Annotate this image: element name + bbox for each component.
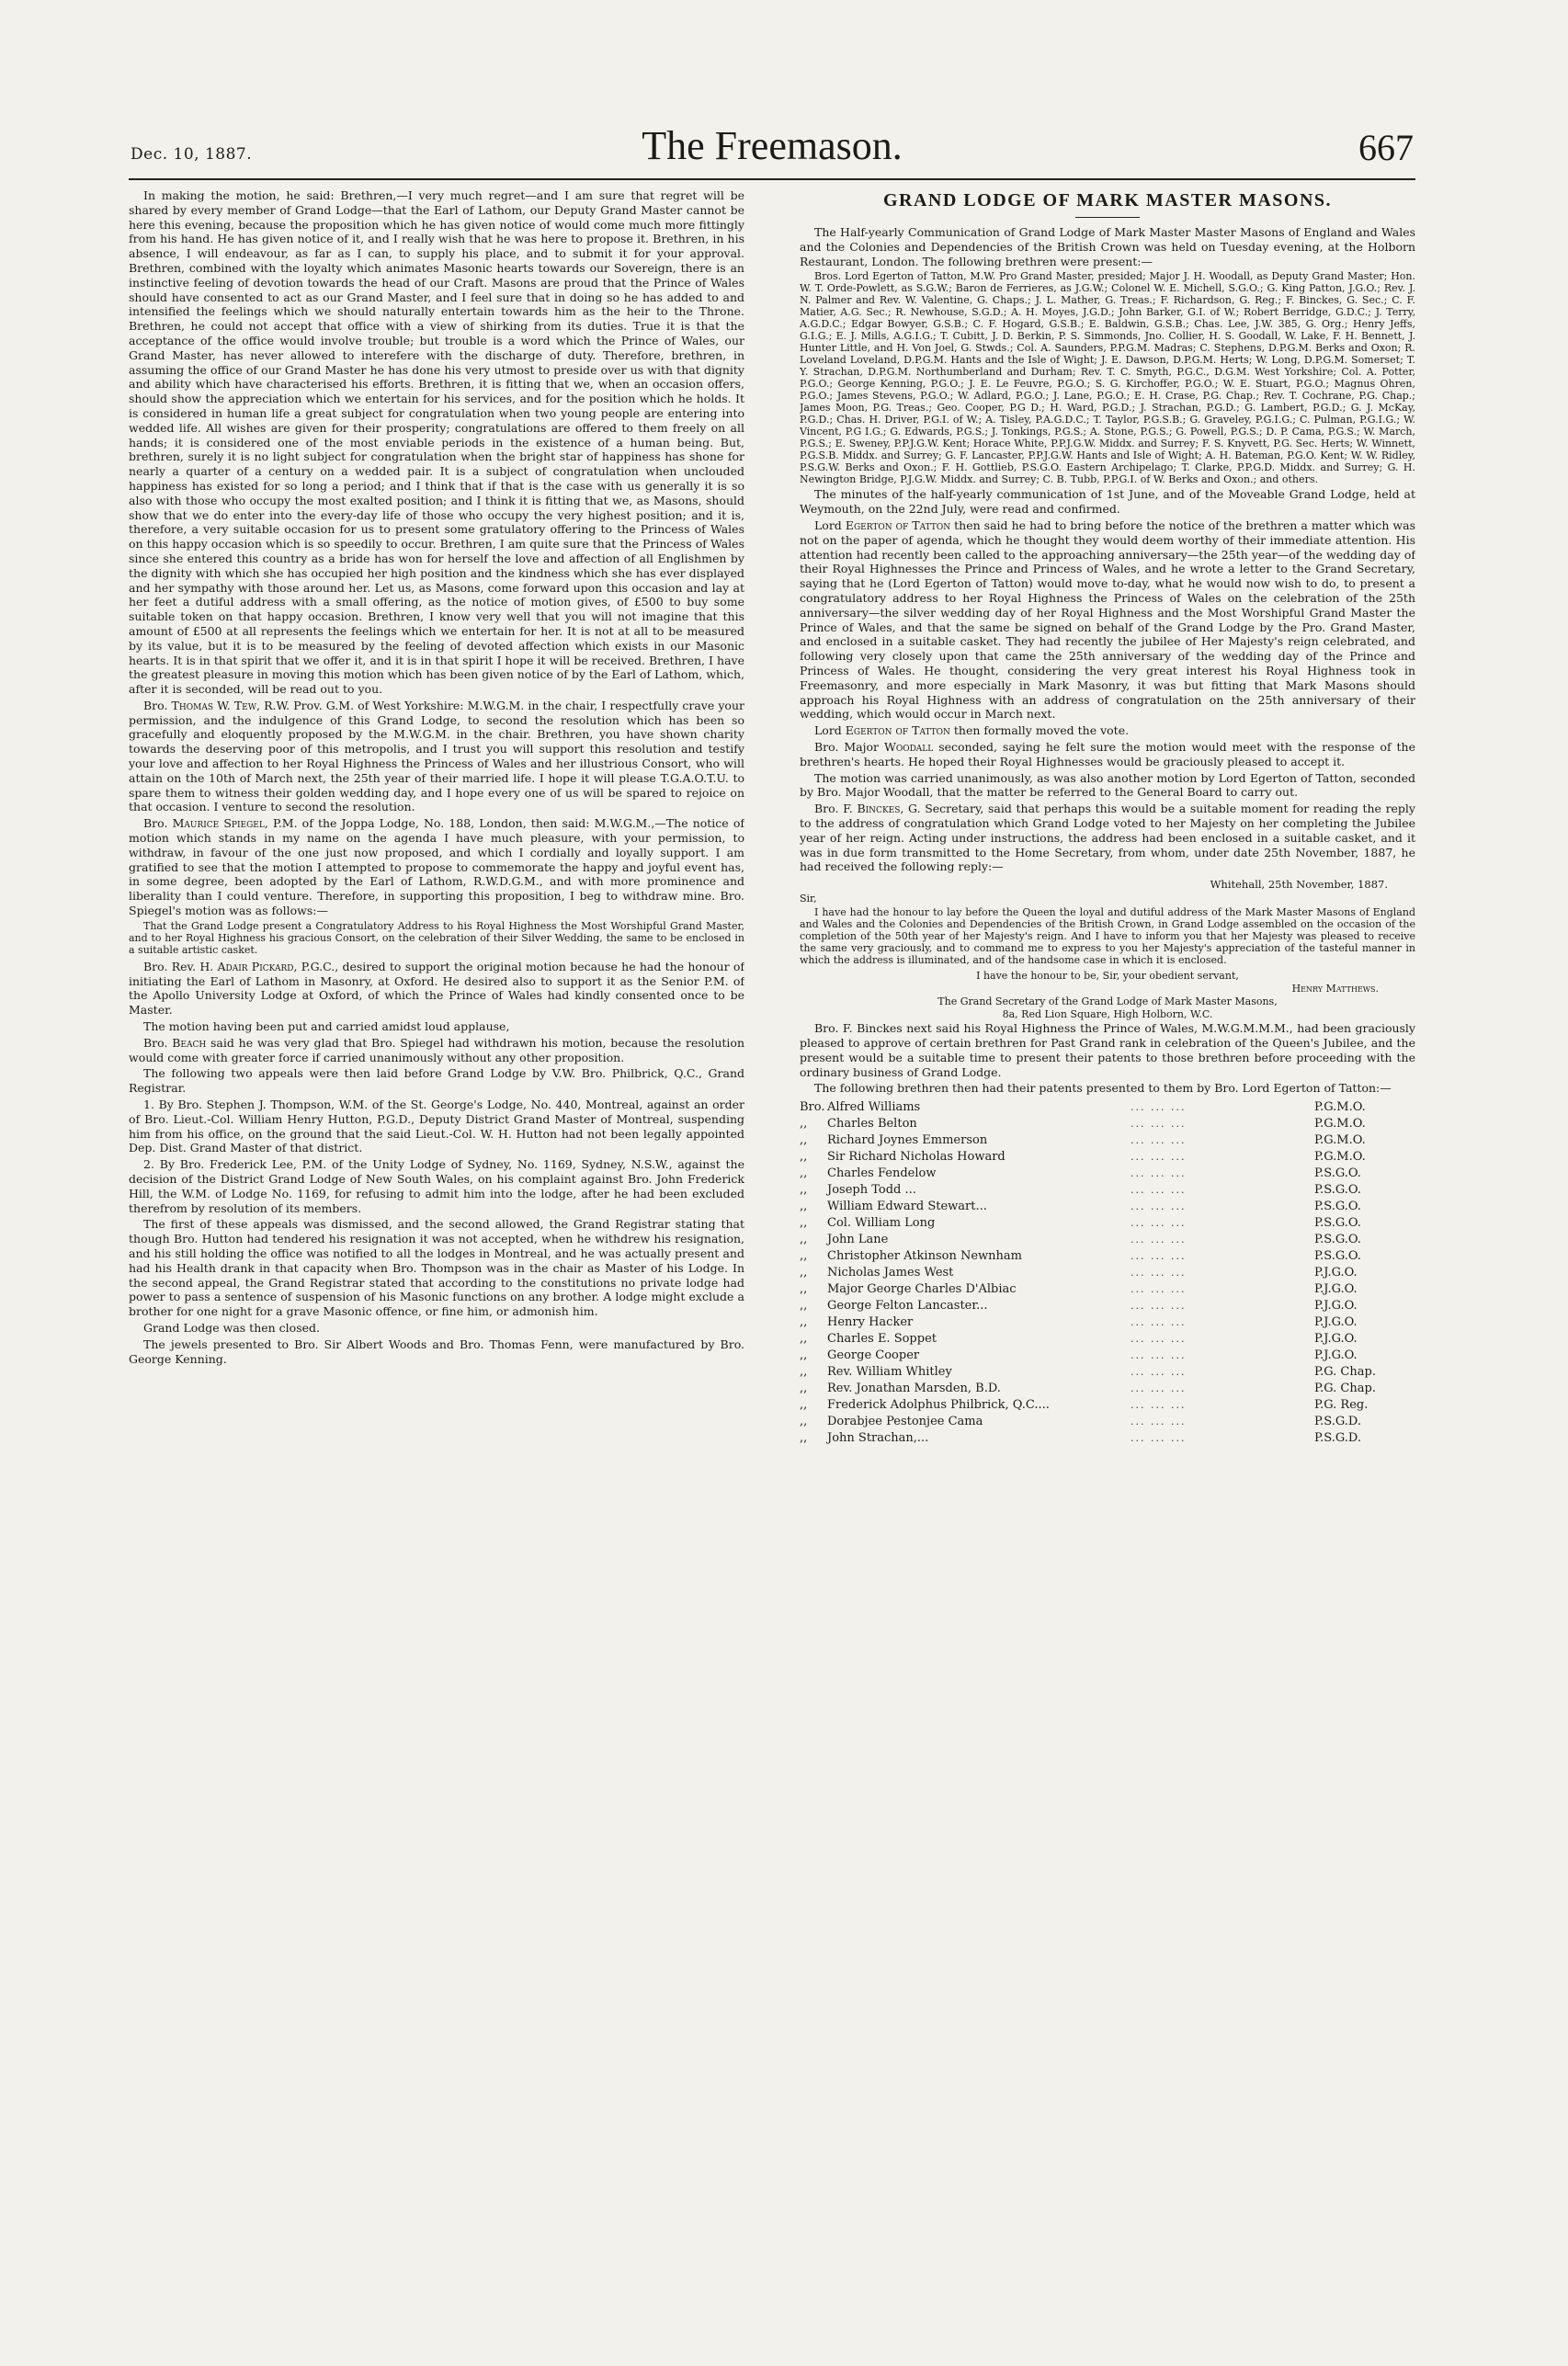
patent-row [800,1430,1415,1447]
leader-dots: ... ... ... [1131,1300,1187,1313]
patent-row [800,1099,1415,1116]
patent-prefix: ,, [800,1150,808,1165]
patent-name: Alfred Williams [827,1100,921,1115]
patent-rank: P.G. Chap. [1314,1365,1376,1380]
speaker-name: Woodall [883,739,934,754]
patents-table [800,1099,1415,1447]
letter-body: I have had the honour to lay before the Queen the loyal and dutiful address of the Mark Master Masons of England and Wales and the Colonies and Dependencies of the British Crown, in Grand Lodge assembled on the occasion of the completion of the 50th year of her Majesty's reign. And I have to inform you that her Majesty was pleased to receive the same very graciously, and to command me to express to you her Majesty's appreciation of the tasteful manner in which the address is illuminated, and of the handsome case in which it is enclosed. [800,906,1415,967]
article-heading: GRAND LODGE OF MARK MASTER MASONS. [882,190,1333,210]
leader-dots: ... ... ... [1131,1316,1187,1329]
jewels-note: The jewels presented to Bro. Sir Albert Woods and Bro. Thomas Fenn, were manufactured by Bro. George Kenning. [129,1337,744,1366]
patent-rank: P.J.G.O. [1314,1348,1358,1363]
patent-prefix: ,, [800,1365,808,1380]
leader-dots: ... ... ... [1131,1134,1187,1147]
patents-intro: Bro. F. Binckes next said his Royal Highness the Prince of Wales, M.W.G.M.M.M., had been graciously pleased to approve of certain brethren for Past Grand rank in celebration of the Queen's Jubilee, and the present would be a suitable time to present their patents to those brethren before proceeding with the ordinary business of Grand Lodge. [800,1021,1415,1079]
patent-row [800,1281,1415,1298]
patent-prefix: ,, [800,1117,808,1132]
patent-prefix: ,, [800,1348,808,1363]
patent-rank: P.G. Reg. [1314,1398,1369,1413]
patent-name: Joseph Todd ... [827,1183,916,1198]
leader-dots: ... ... ... [1131,1283,1187,1296]
minutes-paragraph: The minutes of the half-yearly communication of 1st June, and of the Moveable Grand Lodge, held at Weymouth, on the 22nd July, were read and confirmed. [800,487,1415,517]
patent-name: Richard Joynes Emmerson [827,1133,988,1148]
patent-name: Charles Belton [827,1117,917,1132]
page-number: 667 [1358,127,1414,168]
patent-row [800,1265,1415,1281]
patent-prefix: ,, [800,1415,808,1429]
patent-name: William Edward Stewart... [827,1200,987,1214]
patent-prefix: Bro. [800,1100,825,1115]
patent-prefix: ,, [800,1166,808,1181]
leader-dots: ... ... ... [1131,1333,1187,1346]
leader-dots: ... ... ... [1131,1217,1187,1230]
patent-row [800,1232,1415,1248]
patent-row [800,1397,1415,1414]
leader-dots: ... ... ... [1131,1432,1187,1445]
patent-row [800,1298,1415,1314]
patent-name: Christopher Atkinson Newnham [827,1249,1022,1264]
patent-rank: P.S.G.O. [1314,1233,1361,1247]
patent-prefix: ,, [800,1183,808,1198]
leader-dots: ... ... ... [1131,1184,1187,1197]
speaker-name: Egerton of Tatton [845,518,951,532]
patent-name: George Felton Lancaster... [827,1299,988,1314]
patent-name: Rev. Jonathan Marsden, B.D. [827,1382,1001,1396]
patent-row [800,1381,1415,1397]
leader-dots: ... ... ... [1131,1200,1187,1213]
beach-paragraph: Bro. Beach said he was very glad that Bro. Spiegel had withdrawn his motion, because the resolution would come with greater force if carried unanimously without any other proposition. [129,1035,744,1064]
patent-rank: P.J.G.O. [1314,1266,1358,1280]
patent-name: Nicholas James West [827,1266,954,1280]
letter-address-line: 8a, Red Lion Square, High Holborn, W.C. [1002,1008,1213,1021]
leader-dots: ... ... ... [1131,1234,1187,1246]
patent-name: George Cooper [827,1348,920,1363]
patent-name: Dorabjee Pestonjee Cama [827,1415,983,1429]
woodall-paragraph: Bro. Major Woodall seconded, saying he felt sure the motion would meet with the response of the brethren's hearts. He hoped their Royal Highnesses would be graciously pleased to accept it. [800,739,1415,768]
patent-prefix: ,, [800,1216,808,1231]
letter-address-line: The Grand Secretary of the Grand Lodge of Mark Master Masons, [937,995,1278,1008]
patent-row [800,1166,1415,1182]
patent-name: Frederick Adolphus Philbrick, Q.C.... [827,1398,1050,1413]
patent-prefix: ,, [800,1249,808,1264]
paragraph-text: R.W. Prov. G.M. of West Yorkshire: M.W.G.M. in the chair, I respectfully crave your permission, and the indulgence of this Grand Lodge, to second the resolution which has been so gracefully and eloquently proposed by the M.W.G.M. in the chair. Brethren, you have shown charity towards the deserving poor of this metropolis, and I trust you will support this resolution and testify your love and affection to her Royal Highness the Princess of Wales and her illustrious Consort, who will attain on the 10th of March next, the 25th year of their married life. I hope it will please T.G.A.O.T.U. to spare them to witness their golden wedding day, and I hope every one of us will be spared to rejoice on that occasion. I venture to second the resolution. [129,698,744,814]
paragraph-text: seconded, saying he felt sure the motion would meet with the response of the brethren's hearts. He hoped their Royal Highnesses would be graciously pleased to accept it. [800,739,1415,768]
leader-dots: ... ... ... [1131,1349,1187,1362]
patent-prefix: ,, [800,1200,808,1214]
patent-rank: P.S.G.D. [1314,1415,1361,1429]
patent-name: Rev. William Whitley [827,1365,952,1380]
letter-close: I have the honour to be, Sir, your obedient servant, [976,970,1239,983]
paragraph-text: said he was very glad that Bro. Spiegel had withdrawn his motion, because the resolution would come with greater force if carried unanimously without any other proposition. [129,1035,744,1064]
leader-dots: ... ... ... [1131,1267,1187,1280]
patent-rank: P.S.G.O. [1314,1183,1361,1198]
patent-row [800,1364,1415,1381]
patent-row [800,1199,1415,1215]
patent-name: Major George Charles D'Albiac [827,1282,1017,1297]
paragraph-text: P.G.C., desired to support the original motion because he had the honour of initiating the Earl of Lathom in Masonry, at Oxford. He desired also to support it as the Senior P.M. of the Apollo University Lodge at Oxford, of which the Prince of Wales had kindly consented once to be Master. [129,959,744,1018]
egerton-moved: Lord Egerton of Tatton then formally moved the vote. [814,723,1130,738]
appeal-one: 1. By Bro. Stephen J. Thompson, W.M. of the St. George's Lodge, No. 440, Montreal, against an order of Bro. Lieut.-Col. William Henry Hutton, P.G.D., Deputy District Grand Master of Montreal, suspending him from his office, on the ground that the said Lieut.-Col. W. H. Hutton had not been legally appointed Dep. Dist. Grand Master of that district. [129,1098,744,1155]
patent-row [800,1331,1415,1348]
patent-rank: P.J.G.O. [1314,1332,1358,1347]
patent-name: Col. William Long [827,1216,936,1231]
speaker-name: Thomas W. Tew, [171,698,260,712]
patent-rank: P.G.M.O. [1314,1100,1366,1115]
leader-dots: ... ... ... [1131,1250,1187,1263]
patent-name: Charles Fendelow [827,1166,937,1181]
masthead [129,119,1415,175]
appeals-outcome: The first of these appeals was dismissed, and the second allowed, the Grand Registrar stating that though Bro. Hutton had tendered his resignation it was not accepted, when he withdrew his resignation, and his still holding the office was notified to all the lodges in Montreal, and he was actually present and had his Health drank in that capacity when Bro. Thompson was in the chair as Master of his Lodge. In the second appeal, the Grand Registrar stated that according to the constitutions no private lodge had power to pass a sentence of suspension of his Masonic functions on any brother. A lodge might exclude a brother for one night for a grave Masonic offence, or fine him, or admonish him. [129,1217,744,1319]
left-column [129,188,744,2247]
patent-rank: P.S.G.D. [1314,1431,1361,1446]
paragraph-text: then said he had to bring before the notice of the brethren a matter which was not on the paper of agenda, which he thought they would deem worthy of their immediate attention. His attention had recently been called to the approaching anniversary—the 25th year—of the wedding day of their Royal Highnesses the Prince and Princess of Wales, and he wrote a letter to the Grand Secretary, saying that he (Lord Egerton of Tatton) would move to-day, what he would now wish to do, to present a congratulatory address to her Royal Highness the Princess of Wales on the celebration of the 25th anniversary—the silver wedding day of her Royal Highness and the Most Worshipful Grand Master the Prince of Wales, and that the same be signed on behalf of the Grand Lodge by the Pro. Grand Master, and enclosed in a suitable casket. They had recently the jubilee of Her Majesty's reign celebrated, and following very closely upon that came the 25th anniversary of the wedding day of the Prince and Princess of Wales. He thought, considering the very great interest his Royal Highness took in Freemasonry, and more especially in Mark Masonry, it was but fitting that Mark Masons should approach his Royal Highness with an address of congratulation on the 25th anniversary of their wedding, which would occur in March next. [800,518,1415,722]
patent-prefix: ,, [800,1382,808,1396]
speech-paragraph: In making the motion, he said: Brethren,—I very much regret—and I am sure that regret will be shared by every member of Grand Lodge—that the Earl of Lathom, our Deputy Grand Master cannot be here this evening, because the proposition which he has given notice of would come much more fittingly from his hand. He has given notice of it, and I really wish that he was here to propose it. Brethren, in his absence, I will endeavour, as far as I can, to supply his place, and to submit it for your approval. Brethren, combined with the loyalty which animates Masonic hearts towards our Sovereign, there is an instinctive feeling of devotion towards the head of our Craft. Masons are proud that the Prince of Wales should have consented to act as our Grand Master, and I feel sure that in doing so he has added to and intensified the feelings which we should naturally entertain towards him as the heir to the Throne. Brethren, he could not accept that office with a view of shirking from its duties. True it is that the acceptance of the office would involve trouble; but trouble is a word which the Prince of Wales, our Grand Master, has never allowed to interefere with the discharge of duty. Therefore, brethren, in assuming the office of our Grand Master he has done his very utmost to preside over us with that dignity and ability which have characterised his efforts. Brethren, it is fitting that we, when an occasion offers, should show the appreciation which we entertain for his services, and for the position which he holds. It is considered in human life a great subject for congratulation when two young people are entering into wedded life. All wishes are given for their prosperity; congratulations are offered to them freely on all hands; it is considered one of the most enviable periods in the existence of a human being. But, brethren, surely it is no light subject for congratulation when the bright star of happiness has shone for nearly a quarter of a century on a wedded pair. It is a subject of congratulation when unclouded happiness has existed for so long a period; and I think that if that is the case with us generally it is so also with those who occupy the most exalted position; and I think it is fitting that we, as Masons, should show that we do enter into the every-day life of those who occupy the very highest position; and it is, therefore, a very suitable occasion for us to present some gratulatory offering to the Princess of Wales on this happy occasion which is so speedily to occur. Brethren, I am quite sure that the Princess of Wales since she entered this country as a bride has won for herself the love and affection of all Englishmen by the dignity with which she has occupied her high position and the kindness which she has ever displayed and her sympathy with those around her. Let us, as Masons, come forward upon this occasion and lay at her feet a dutiful address with a small offering, as the notice of motion gives, of £500 to buy some suitable token on that happy occasion. Brethren, I know very well that you will not imagine that this amount of £500 at all represents the feelings which we entertain for her. It is not at all to be measured by its value, but it is to be measured by the feeling of devoted affection which exists in our Masonic hearts. It is in that spirit that we offer it, and it is in that spirit I hope it will be received. Brethren, I have the greatest pleasure in moving this motion which has been given notice of by the Earl of Lathom, which, after it is seconded, will be read out to you. [129,188,744,697]
leader-dots: ... ... ... [1131,1416,1187,1428]
patents-lead: The following brethren then had their patents presented to them by Bro. Lord Egerton of Tatton:— [814,1081,1392,1096]
motion-quote: That the Grand Lodge present a Congratulatory Address to his Royal Highness the Most Worshipful Grand Master, and to her Royal Highness his gracious Consort, on the celebration of their Silver Wedding, the same to be enclosed in a suitable artistic casket. [129,919,744,956]
patent-rank: P.G.M.O. [1314,1117,1366,1132]
letter-place-date: Whitehall, 25th November, 1887. [1210,878,1388,892]
motion-unanimous: The motion was carried unanimously, as was also another motion by Lord Egerton of Tatton, seconded by Bro. Major Woodall, that the matter be referred to the General Board to carry out. [800,770,1415,800]
leader-dots: ... ... ... [1131,1366,1187,1379]
patent-row [800,1248,1415,1265]
egerton-paragraph: Lord Egerton of Tatton then said he had to bring before the notice of the brethren a matter which was not on the paper of agenda, which he thought they would deem worthy of their immediate attention. His attention had recently been called to the approaching anniversary—the 25th year—of the wedding day of their Royal Highnesses the Prince and Princess of Wales, and he wrote a letter to the Grand Secretary, saying that he (Lord Egerton of Tatton) would move to-day, what he would now wish to do, to present a congratulatory address to her Royal Highness the Princess of Wales on the celebration of the 25th anniversary—the silver wedding day of her Royal Highness and the Most Worshipful Grand Master the Prince of Wales, and that the same be signed on behalf of the Grand Lodge by the Pro. Grand Master, and enclosed in a suitable casket. They had recently the jubilee of Her Majesty's reign celebrated, and following very closely upon that came the 25th anniversary of the wedding day of the Prince and Princess of Wales. He thought, considering the very great interest his Royal Highness took in Freemasonry, and more especially in Mark Masonry, it was but fitting that Mark Masons should approach his Royal Highness with an address of congratulation on the 25th anniversary of their wedding, which would occur in March next. [800,518,1415,722]
patent-prefix: ,, [800,1133,808,1148]
patent-rank: P.S.G.O. [1314,1249,1361,1264]
patent-name: John Lane [827,1233,889,1247]
patent-prefix: ,, [800,1266,808,1280]
patent-rank: P.S.G.O. [1314,1200,1361,1214]
leader-dots: ... ... ... [1131,1399,1187,1412]
speaker-name: Egerton of Tatton [845,723,950,738]
patent-row [800,1132,1415,1149]
paragraph-text: then formally moved the vote. [953,723,1130,738]
patent-prefix: ,, [800,1282,808,1297]
leader-dots: ... ... ... [1131,1151,1187,1164]
right-column [800,188,1415,2247]
patent-name: Charles E. Soppet [827,1332,937,1347]
patent-row [800,1215,1415,1232]
patent-row [800,1182,1415,1199]
patent-rank: P.G. Chap. [1314,1382,1376,1396]
appeal-two: 2. By Bro. Frederick Lee, P.M. of the Unity Lodge of Sydney, No. 1169, Sydney, N.S.W., against the decision of the District Grand Lodge of New South Wales, on his complaint against Bro. John Frederick Hill, the W.M. of Lodge No. 1169, for refusing to admit him into the lodge, after he had been excluded therefrom by resolution of its members. [129,1157,744,1215]
leader-dots: ... ... ... [1131,1167,1187,1180]
patent-prefix: ,, [800,1398,808,1413]
speaker-name: Beach [172,1035,207,1050]
attendees-list: Bros. Lord Egerton of Tatton, M.W. Pro Grand Master, presided; Major J. H. Woodall, as Deputy Grand Master; Hon. W. T. Orde-Powlett, as S.G.W.; Baron de Ferrieres, as J.G.W.; Colonel W. E. Michell, S.G.O.; G. King Patton, J.G.O.; Rev. J. N. Palmer and Rev. W. Valentine, G. Chaps.; J. L. Mather, G. Treas.; F. Richardson, G. Reg.; F. Binckes, G. Sec.; C. F. Matier, A.G. Sec.; R. Newhouse, S.G.D.; A. H. Moyes, J.G.D.; John Barker, G.I. of W.; Robert Berridge, G.D.C.; J. Terry, A.G.D.C.; Edgar Bowyer, G.S.B.; C. F. Hogard, G.S.B.; E. Baldwin, G.S.B.; Chas. Lee, J.W. 385, G. Org.; Henry Jeffs, G.I.G.; E. J. Mills, A.G.I.G.; T. Cubitt, J. D. Berkin, P. S. Simmonds, Jno. Collier, H. S. Goodall, W. Lake, F. H. Bennett, J. Hunter Little, and H. Von Joel, G. Stwds.; Col. A. Saunders, P.P.G.M. Madras; C. Stephens, D.P.G.M. Berks and Oxon; R. Loveland Loveland, D.P.G.M. Hants and the Isle of Wight; J. E. Dawson, D.P.G.M. Herts; W. Long, D.P.G.M. Somerset; T. Y. Strachan, D.P.G.M. Northumberland and Durham; Rev. T. C. Smyth, P.G.C., D.G.M. West Yorkshire; Col. A. Potter, P.G.O.; George Kenning, P.G.O.; J. E. Le Feuvre, P.G.O.; S. G. Kirchoffer, P.G.O.; W. E. Stuart, P.G.O.; Magnus Ohren, P.G.O.; James Stevens, P.G.O.; W. Adlard, P.G.O.; J. Lane, P.G.O.; E. H. Crase, P.G. Chap.; Rev. T. Cochrane, P.G. Chap.; James Moon, P.G. Treas.; Geo. Cooper, P.G D.; H. Ward, P.G.D.; J. Strachan, P.G.D.; G. Lambert, P.G.D.; G. J. McKay, P.G.D.; Chas. H. Driver, P.G.I. of W.; A. Tisley, P.A.G.D.C.; T. Taylor, P.G.S.B.; G. Graveley, P.G.I.G.; C. Pulman, P.G.I.G.; W. Vincent, P.G I.G.; G. Edwards, P.G.S.; J. Tonkings, P.G.S.; A. Stone, P.G.S.; G. Powell, P.G.S.; D. P. Cama, P.G.S.; W. March, P.G.S.; E. Sweney, P.P.J.G.W. Kent; Horace White, P.P.J.G.W. Middx. and Surrey; F. S. Knyvett, P.G. Sec. Herts; W. Winnett, P.G.S.B. Middx. and Surrey; G. F. Lancaster, P.P.J.G.W. Hants and Isle of Wight; A. H. Bateman, P.G.O. Kent; W. W. Ridley, P.S.G.W. Berks and Oxon.; F. H. Gottlieb, P.S.G.O. Eastern Archipelago; T. Clarke, P.P.G.D. Middx. and Surrey; G. H. Newington Bridge, P.J.G.W. Middx. and Surrey; C. B. Tubb, P.P.G.I. of W. Berks and Oxon.; and others. [800,270,1415,486]
patent-prefix: ,, [800,1299,808,1314]
communication-intro: The Half-yearly Communication of Grand Lodge of Mark Master Master Masons of England and Wales and the Colonies and Dependencies of the British Crown was held on Tuesday evening, at the Holborn Restaurant, London. The following brethren were present:— [800,225,1415,268]
patent-rank: P.S.G.O. [1314,1216,1361,1231]
patent-name: John Strachan,... [827,1431,929,1446]
lodge-closed: Grand Lodge was then closed. [143,1320,320,1335]
speaker-name: Maurice Spiegel, [172,816,268,831]
heading-rule [1075,217,1140,218]
patent-row [800,1314,1415,1331]
patent-row [800,1149,1415,1166]
leader-dots: ... ... ... [1131,1382,1187,1395]
spiegel-paragraph: Bro. Maurice Spiegel, P.M. of the Joppa Lodge, No. 188, London, then said: M.W.G.M.,—The notice of motion which stands in my name on the agenda I have much pleasure, with your permission, to withdraw, in favour of the one just now proposed, and which I cordially and loyally support. I am gratified to see that the motion I attempted to propose to commemorate the happy and joyful event has, in some degree, been adopted by the Earl of Lathom, R.W.D.G.M., and with more prominence and liberality than I could venture. Therefore, in supporting this proposition, I beg to withdraw mine. Bro. Spiegel's motion was as follows:— [129,816,744,918]
patent-row [800,1116,1415,1132]
leader-dots: ... ... ... [1131,1101,1187,1114]
patent-row [800,1414,1415,1430]
paragraph-text: P.M. of the Joppa Lodge, No. 188, London, then said: M.W.G.M.,—The notice of motion which stands in my name on the agenda I have much pleasure, with your permission, to withdraw, in favour of the one just now proposed, and which I cordially and loyally support. I am gratified to see that the motion I attempted to propose to commemorate the happy and joyful event has, in some degree, been adopted by the Earl of Lathom, R.W.D.G.M., and with more prominence and liberality than I could venture. Therefore, in supporting this proposition, I beg to withdraw mine. Bro. Spiegel's motion was as follows:— [129,816,744,918]
patent-rank: P.J.G.O. [1314,1299,1358,1314]
appeals-intro: The following two appeals were then laid before Grand Lodge by V.W. Bro. Philbrick, Q.C., Grand Registrar. [129,1066,744,1096]
publication-title: The Freemason. [642,123,903,168]
patent-row [800,1348,1415,1364]
patent-rank: P.G.M.O. [1314,1150,1366,1165]
motion-carried: The motion having been put and carried amidst loud applause, [143,1019,510,1034]
speaker-name: H. Adair Pickard, [199,959,298,973]
patent-prefix: ,, [800,1233,808,1247]
patent-name: Henry Hacker [827,1315,914,1330]
letter-salutation: Sir, [800,893,817,905]
tew-paragraph: Bro. Thomas W. Tew, R.W. Prov. G.M. of West Yorkshire: M.W.G.M. in the chair, I respectfully crave your permission, and the indulgence of this Grand Lodge, to second the resolution which has been so gracefully and eloquently proposed by the M.W.G.M. in the chair. Brethren, you have shown charity towards the deserving poor of this metropolis, and I trust you will support this resolution and testify your love and affection to her Royal Highness the Princess of Wales and her illustrious Consort, who will attain on the 10th of March next, the 25th year of their married life. I hope it will please T.G.A.O.T.U. to spare them to witness their golden wedding day, and I hope every one of us will be spared to rejoice on that occasion. I venture to second the resolution. [129,698,744,814]
pickard-paragraph: Bro. Rev. H. Adair Pickard, P.G.C., desired to support the original motion because he had the honour of initiating the Earl of Lathom in Masonry, at Oxford. He desired also to support it as the Senior P.M. of the Apollo University Lodge at Oxford, of which the Prince of Wales had kindly consented once to be Master. [129,959,744,1018]
patent-rank: P.J.G.O. [1314,1315,1358,1330]
patent-rank: P.J.G.O. [1314,1282,1358,1297]
patent-prefix: ,, [800,1431,808,1446]
header-rule [129,178,1415,180]
patent-prefix: ,, [800,1315,808,1330]
patent-prefix: ,, [800,1332,808,1347]
letter-signature: Henry Matthews. [1291,983,1379,995]
issue-date: Dec. 10, 1887. [131,145,253,164]
patent-rank: P.S.G.O. [1314,1166,1361,1181]
patent-name: Sir Richard Nicholas Howard [827,1150,1006,1165]
leader-dots: ... ... ... [1131,1118,1187,1131]
paragraph-text: G. Secretary, said that perhaps this would be a suitable moment for reading the reply to the address of congratulation which Grand Lodge voted to her Majesty on her completing the Jubilee year of her reign. Acting under instructions, the address had been enclosed in a suitable casket, and it was in due form transmitted to the Home Secretary, from whom, under date 25th November, 1887, he had received the following reply:— [800,802,1415,874]
patent-rank: P.G.M.O. [1314,1133,1366,1148]
speaker-name: Binckes, [857,802,904,816]
binckes-paragraph: Bro. F. Binckes, G. Secretary, said that perhaps this would be a suitable moment for reading the reply to the address of congratulation which Grand Lodge voted to her Majesty on her completing the Jubilee year of her reign. Acting under instructions, the address had been enclosed in a suitable casket, and it was in due form transmitted to the Home Secretary, from whom, under date 25th November, 1887, he had received the following reply:— [800,802,1415,874]
